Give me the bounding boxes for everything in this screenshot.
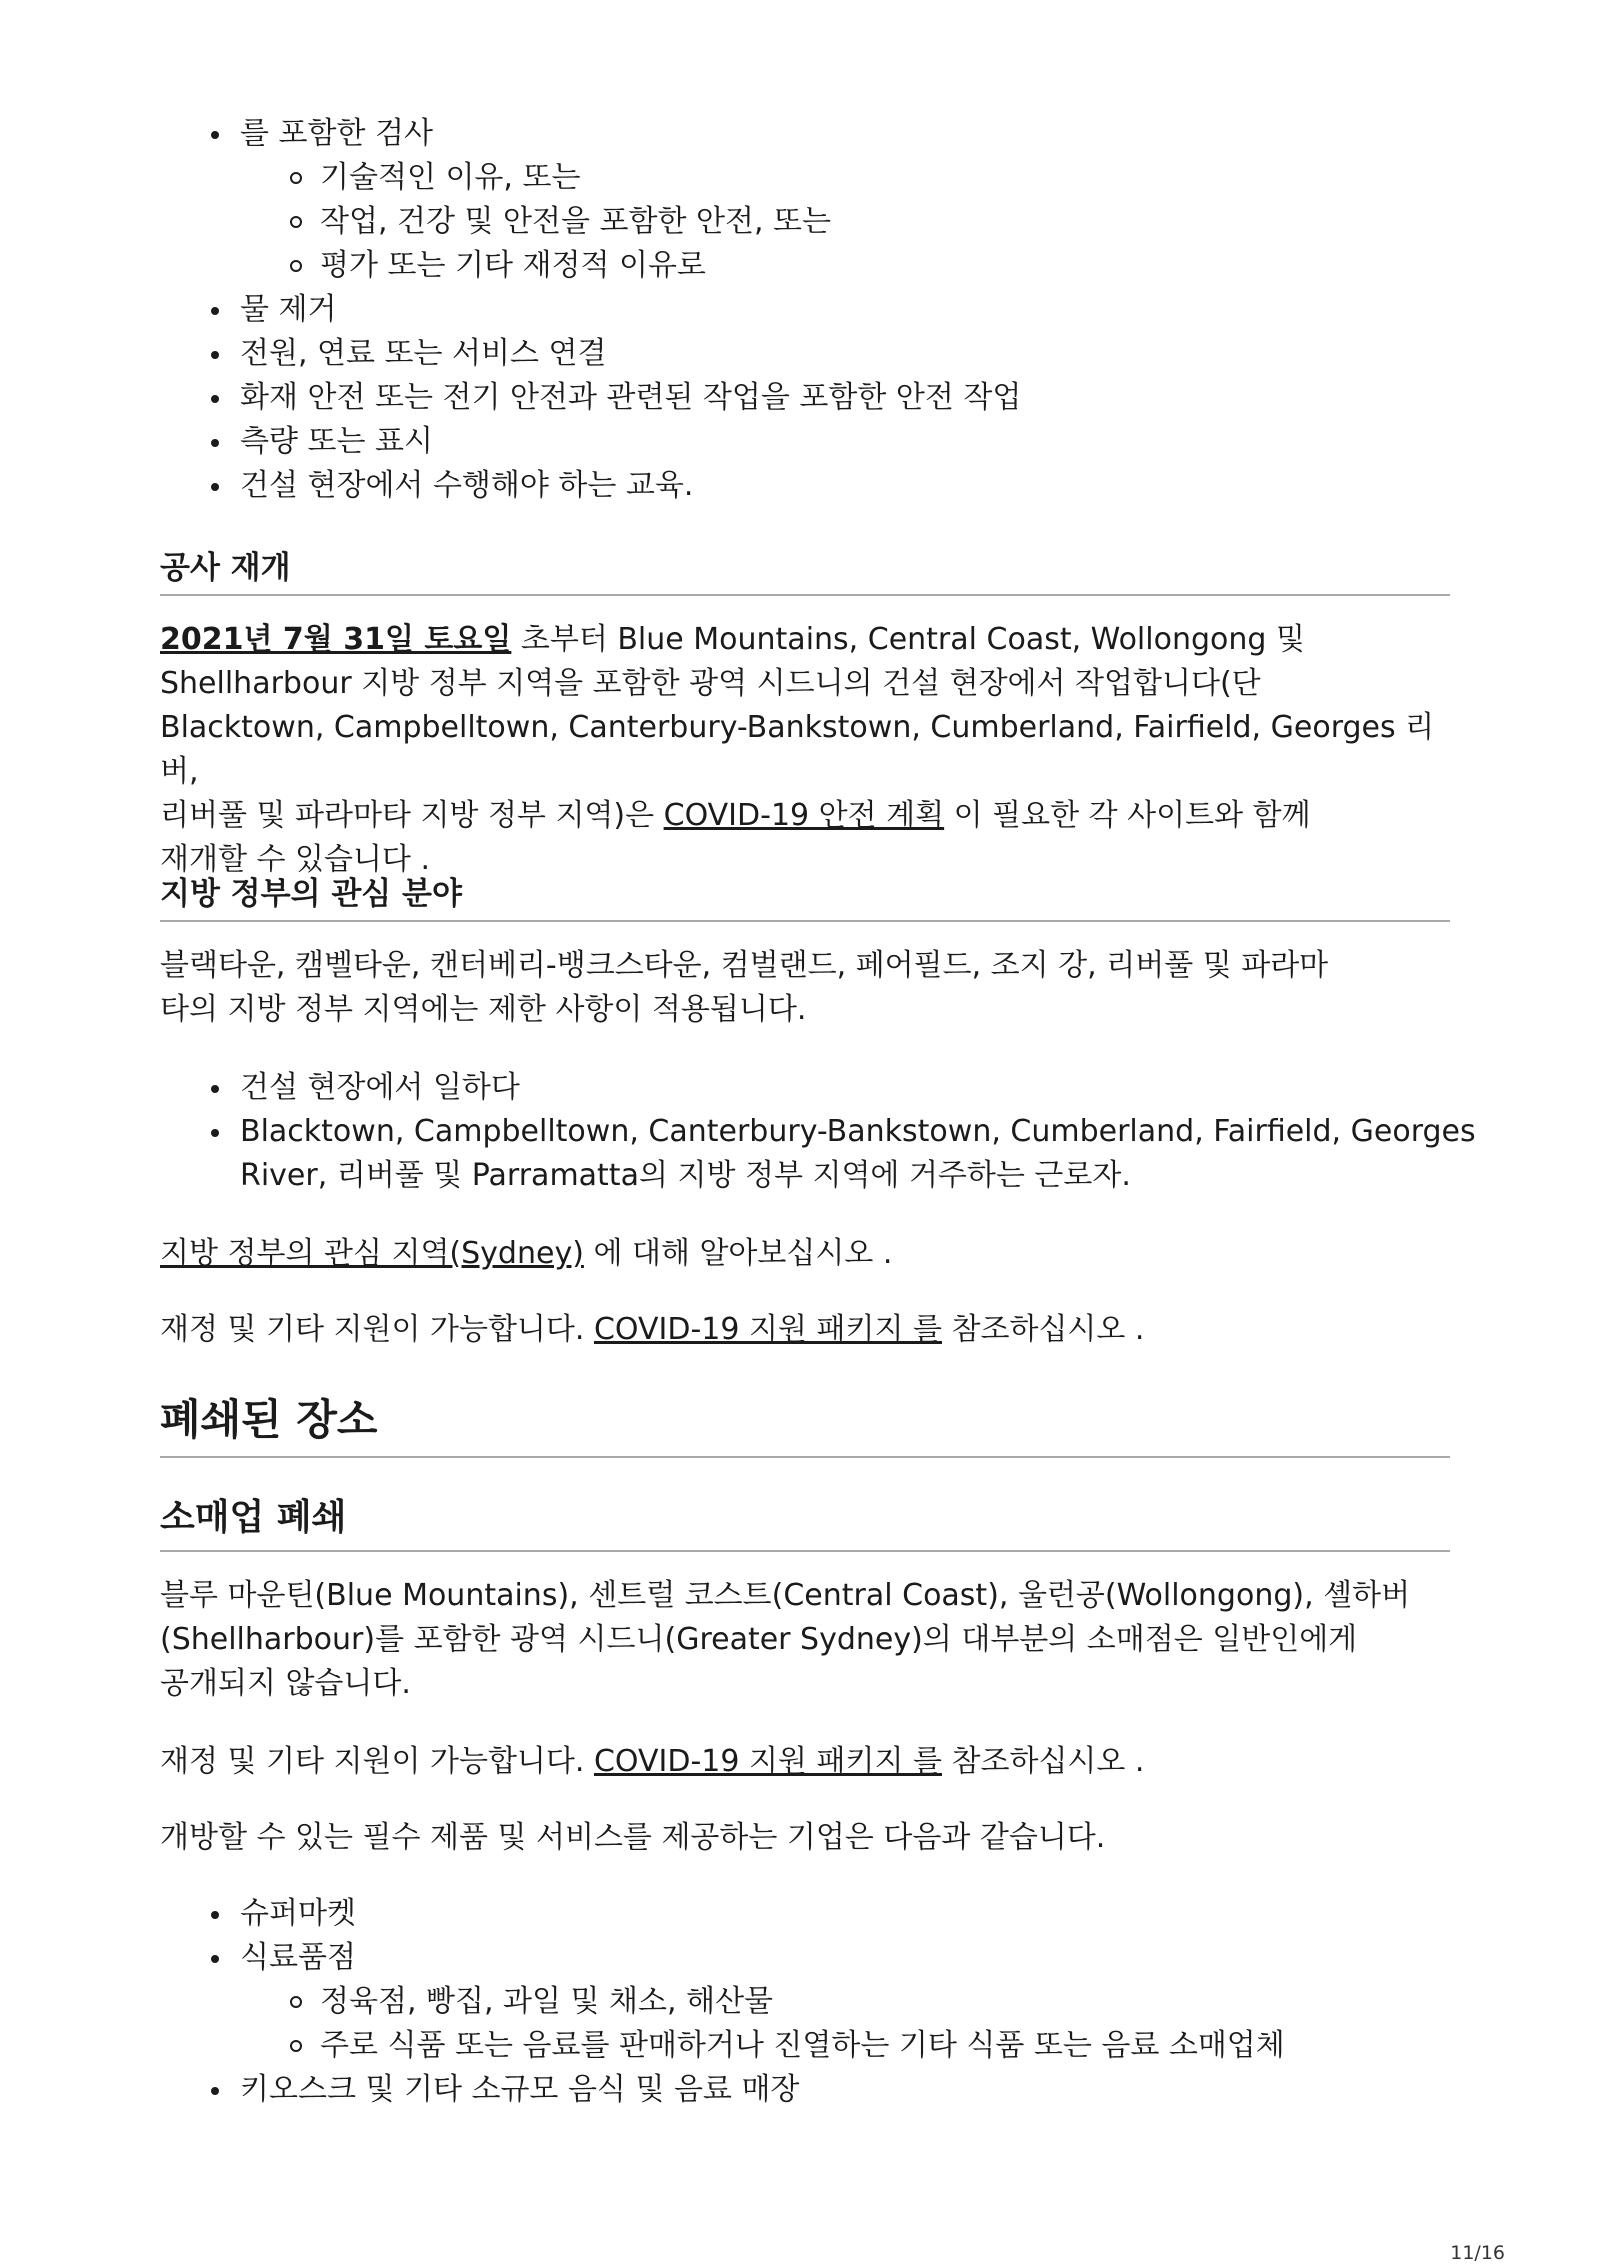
list-item: 를 포함한 검사 기술적인 이유, 또는 작업, 건강 및 안전을 포함한 안전, 또는 평가 또는 기타 재정적 이유로 [160, 112, 1021, 288]
list-item: 키오스크 및 기타 소규모 음식 및 음료 매장 [160, 2068, 1285, 2112]
list-item: 측량 또는 표시 [160, 420, 1021, 464]
section-heading-resume: 공사 재개 [160, 548, 1450, 596]
section-heading-closed: 폐쇄된 장소 [160, 1394, 1450, 1458]
list-item: 정육점, 빵집, 과일 및 채소, 해산물 [240, 1980, 1285, 2024]
lga-bullet-list [160, 1066, 1476, 1198]
list-item: 작업, 건강 및 안전을 포함한 안전, 또는 [240, 200, 1021, 244]
list-item: Blacktown, Campbelltown, Canterbury-Bankstown, Cumberland, Fairfield, Georges River, 리버풀 및 Parramatta의 지방 정부 지역에 거주하는 근로자. [160, 1110, 1476, 1198]
sub-bullet-list [240, 156, 1021, 288]
list-item: 전원, 연료 또는 서비스 연결 [160, 332, 1021, 376]
covid-support-package-link[interactable]: COVID-19 지원 패키지 를 [593, 1312, 942, 1347]
lga-paragraph: 블랙타운, 캠벨타운, 캔터베리-뱅크스타운, 컴벌랜드, 페어필드, 조지 강, 리버풀 및 파라마 타의 지방 정부 지역에는 제한 사항이 적용됩니다. [160, 948, 1329, 1027]
list-item: 건설 현장에서 수행해야 하는 교육. [160, 464, 1021, 508]
sub-bullet-list [240, 1980, 1285, 2068]
list-item: 식료품점 정육점, 빵집, 과일 및 채소, 해산물 주로 식품 또는 음료를 판매하거나 진열하는 기타 식품 또는 음료 소매업체 [160, 1936, 1285, 2068]
covid-support-package-link-2[interactable]: COVID-19 지원 패키지 를 [593, 1744, 942, 1779]
list-item: 평가 또는 기타 재정적 이유로 [240, 244, 1021, 288]
retail-support: 재정 및 기타 지원이 가능합니다. COVID-19 지원 패키지 를 참조하십시오 . [160, 1744, 1145, 1779]
lga-learn-more: 지방 정부의 관심 지역(Sydney) 에 대해 알아보십시오 . [160, 1236, 893, 1271]
essential-intro: 개방할 수 있는 필수 제품 및 서비스를 제공하는 기업은 다음과 같습니다. [160, 1820, 1106, 1855]
resume-date: 2021년 7월 31일 토요일 [160, 622, 512, 657]
list-item: 주로 식품 또는 음료를 판매하거나 진열하는 기타 식품 또는 음료 소매업체 [240, 2024, 1285, 2068]
covid-safety-plan-link[interactable]: COVID-19 안전 계획 [663, 798, 945, 833]
lga-support: 재정 및 기타 지원이 가능합니다. COVID-19 지원 패키지 를 참조하십시오 . [160, 1312, 1145, 1347]
list-item: 기술적인 이유, 또는 [240, 156, 1021, 200]
list-item: 슈퍼마켓 [160, 1892, 1285, 1936]
retail-paragraph: 블루 마운틴(Blue Mountains), 센트럴 코스트(Central Coast), 울런공(Wollongong), 셸하버 (Shellharbour)를 포함한 광역 시드니(Greater Sydney)의 대부분의 소매점은 일반인에게 공개되지 않습니다. [160, 1578, 1411, 1701]
page-number: 11/16 [1450, 2242, 1505, 2264]
list-item: 물 제거 [160, 288, 1021, 332]
section-heading-lga: 지방 정부의 관심 분야 [160, 874, 1450, 922]
lga-sydney-link[interactable]: 지방 정부의 관심 지역(Sydney) [160, 1236, 584, 1271]
top-bullet-list [160, 112, 1021, 508]
list-item: 화재 안전 또는 전기 안전과 관련된 작업을 포함한 안전 작업 [160, 376, 1021, 420]
list-item: 건설 현장에서 일하다 [160, 1066, 1476, 1110]
section-heading-retail: 소매업 폐쇄 [160, 1494, 1450, 1552]
essential-bullet-list [160, 1892, 1285, 2112]
resume-paragraph: 2021년 7월 31일 토요일 초부터 Blue Mountains, Central Coast, Wollongong 및 Shellharbour 지방 정부 지역을 포함한 광역 시드니의 건설 현장에서 작업합니다(단 Blacktown, Campbelltown, Canterbury-Bankstown, Cumberland, Fairfield, Georges 리버, 리버풀 및 파라마타 지방 정부 지역)은 COVID-19 안전 계획 이 필요한 각 사이트와 함께 재개할 수 있습니다 . [160, 622, 1435, 877]
